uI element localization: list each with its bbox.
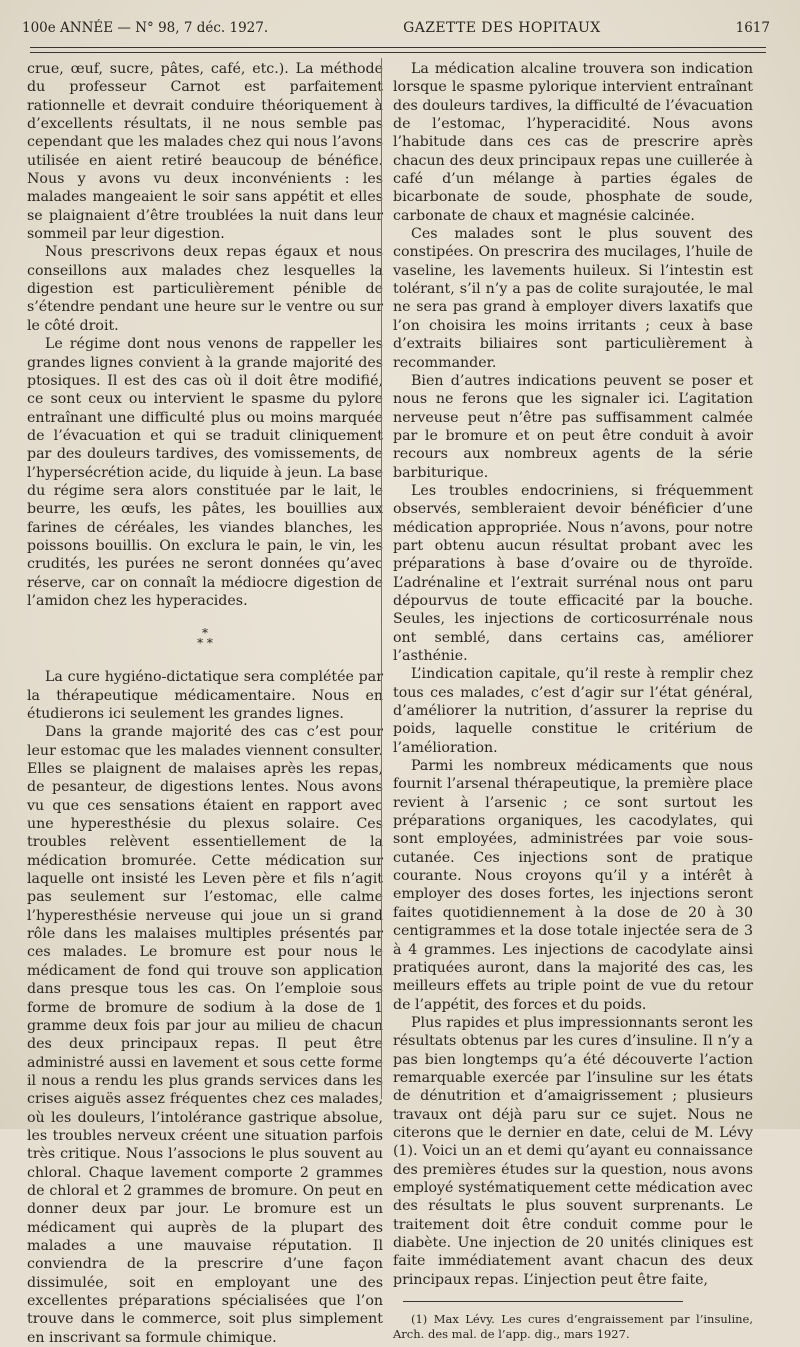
- footnote: (1) Max Lévy. Les cures d’engraissement par l’insuline, Arch. des mal. de l’app. dig., mars 1927.: [393, 1312, 753, 1342]
- paragraph: crue, œuf, sucre, pâtes, café, etc.). La méthode du professeur Carnot est parfaitement rationnelle et devrait conduire théoriquement à d’excellents résultats, il ne nous semble pas cependant que les malades chez qui nous l’avons utilisée en aient retiré beaucoup de bénéfice. Nous y avons vu deux inconvénients : les malades mangeaient le soir sans appétit et elles se plaignaient d’être troublées la nuit dans leur sommeil par leur digestion.: [27, 61, 383, 243]
- paragraph: Bien d’autres indications peuvent se poser et nous ne ferons que les signaler ici. L’agitation nerveuse peut n’être pas suffisamment calmée par le bromure et on peut être conduit à avoir recours aux nombreux agents de la série barbiturique.: [393, 372, 753, 481]
- page-number: 1617: [735, 20, 770, 36]
- header-rule-thin: [30, 52, 766, 53]
- left-column: [27, 60, 383, 1347]
- issue-info: 100e ANNÉE — N° 98, 7 déc. 1927.: [22, 20, 269, 36]
- paragraph: Ces malades sont le plus souvent des constipées. On prescrira des mucilages, l’huile de vaseline, les lavements huileux. Si l’intestin est tolérant, s’il n’y a pas de colite surajoutée, le mal ne sera pas grand à employer divers laxatifs que l’on choisira les moins irritants ; ceux à base d’extraits biliaires sont particulièrement à recommander.: [393, 226, 753, 371]
- paragraph: Nous prescrivons deux repas égaux et nous conseillons aux malades chez lesquelles la digestion est particulièrement pénible de s’étendre pendant une heure sur le ventre ou sur le côté droit.: [27, 244, 383, 334]
- paragraph: Parmi les nombreux médicaments que nous fournit l’arsenal thérapeutique, la première place revient à l’arsenic ; ce sont surtout les préparations organiques, les cacodylates, qui sont employées, administrées par voie sous-cutanée. Ces injections sont de pratique courante. Nous croyons qu’il y a intérêt à employer des doses fortes, les injections seront faites quotidiennement à la dose de 20 à 30 centigrammes et la dose totale injectée sera de 3 à 4 grammes. Les injections de cacodylate ainsi pratiquées auront, dans la majorité des cas, les meilleurs effets au triple point de vue du retour de l’appétit, des forces et du poids.: [393, 758, 753, 1013]
- right-column: [393, 60, 753, 1342]
- paragraph: Le régime dont nous venons de rappeller les grandes lignes convient à la grande majorité des ptosiques. Il est des cas où il doit être modifié, ce sont ceux ou intervient le spasme du pylore entraînant une difficulté plus ou moins marquée de l’évacuation et qui se traduit cliniquement par des douleurs tardives, des vomissements, de l’hypersécrétion acide, du liquide à jeun. La base du régime sera alors constituée par le lait, le beurre, les œufs, les pâtes, les bouillies aux farines de céréales, les viandes blanches, les poissons bouillis. On exclura le pain, le vin, les crudités, les purées ne seront données qu’avec réserve, car on connaît la médiocre digestion de l’amidon chez les hyperacides.: [27, 336, 383, 609]
- paragraph: L’indication capitale, qu’il reste à remplir chez tous ces malades, c’est d’agir sur l’état général, d’améliorer la nutrition, d’assurer la reprise du poids, laquelle constitue le critérium de l’amélioration.: [393, 666, 753, 756]
- paragraph: Plus rapides et plus impressionnants seront les résultats obtenus par les cures d’insuline. Il n’y a pas bien longtemps qu’a été découverte l’action remarquable exercée par l’insuline sur les états de dénutrition et d’amaigrissement ; plusieurs travaux ont déjà paru sur ce sujet. Nous ne citerons que le dernier en date, celui de M. Lévy (1). Voici un an et demi qu’ayant eu connaissance des premières études sur la question, nous avons employé systématiquement cette médication avec des résultats le plus souvent surprenants. Le traitement doit être conduit comme pour le diabète. Une injection de 20 unités cliniques est faite immédiatement avant chacun des deux principaux repas. L’injection peut être faite,: [393, 1014, 753, 1288]
- column-divider: [381, 58, 382, 1099]
- paragraph: La cure hygiéno-dictatique sera complétée par la thérapeutique médicamentaire. Nous en étudierons ici seulement les grandes lignes.: [27, 669, 383, 722]
- footnote-rule: [403, 1301, 683, 1302]
- paragraph: Dans la grande majorité des cas c’est pour leur estomac que les malades viennent consulter. Elles se plaignent de malaises après les repas, de pesanteur, de digestions lentes. Nous avons vu que ces sensations étaient en rapport avec une hyperesthésie du plexus solaire. Ces troubles relèvent essentiellement de la médication bromurée. Cette médication sur laquelle ont insisté les Leven père et fils n’agit pas seulement sur l’estomac, elle calme l’hyperesthésie nerveuse qui joue un si grand rôle dans les malaises multiples présentés par ces malades. Le bromure est pour nous le médicament de fond qui trouve son application dans presque tous les cas. On l’emploie sous forme de bromure de sodium à la dose de 1 gramme deux fois par jour au milieu de chacun des deux principaux repas. Il peut être administré aussi en lavement et sous cette forme il nous a rendu les plus grands services dans les crises aiguës assez fréquentes chez ces malades, où les douleurs, l’intolérance gastrique absolue, les troubles nerveux créent une situation parfois très critique. Nous l’associons le plus souvent au chloral. Chaque lavement comporte 2 grammes de chloral et 2 grammes de bromure. On peut en donner deux par jour. Le bromure est un médicament qui auprès de la plupart des malades a une mauvaise réputation. Il conviendra de la prescrire d’une façon dissimulée, soit en employant une des excellentes préparations spécialisées que l’on trouve dans le commerce, soit plus simplement en inscrivant sa formule chimique.: [27, 724, 383, 1346]
- section-asterism: * * *: [197, 626, 213, 651]
- running-header: [22, 20, 770, 42]
- header-rule: [30, 47, 766, 48]
- paragraph: Les troubles endocriniens, si fréquemment observés, sembleraient devoir bénéficier d’une médication appropriée. Nous n’avons, pour notre part obtenu aucun résultat probant avec les préparations à base d’ovaire ou de thyroïde. L’adrénaline et l’extrait surrénal nous ont paru dépourvus de toute efficacité par la bouche. Seules, les injections de corticosurrénale nous ont semblé, dans certains cas, améliorer l’asthénie.: [393, 482, 753, 664]
- paragraph: La médication alcaline trouvera son indication lorsque le spasme pylorique intervient entraînant des douleurs tardives, la difficulté de l’évacuation de l’estomac, l’hyperacidité. Nous avons l’habitude dans ces cas de prescrire après chacun des deux principaux repas une cuillerée à café d’un mélange à parties égales de bicarbonate de soude, phosphate de soude, carbonate de chaux et magnésie calcinée.: [393, 61, 753, 224]
- journal-title: GAZETTE DES HOPITAUX: [403, 20, 601, 36]
